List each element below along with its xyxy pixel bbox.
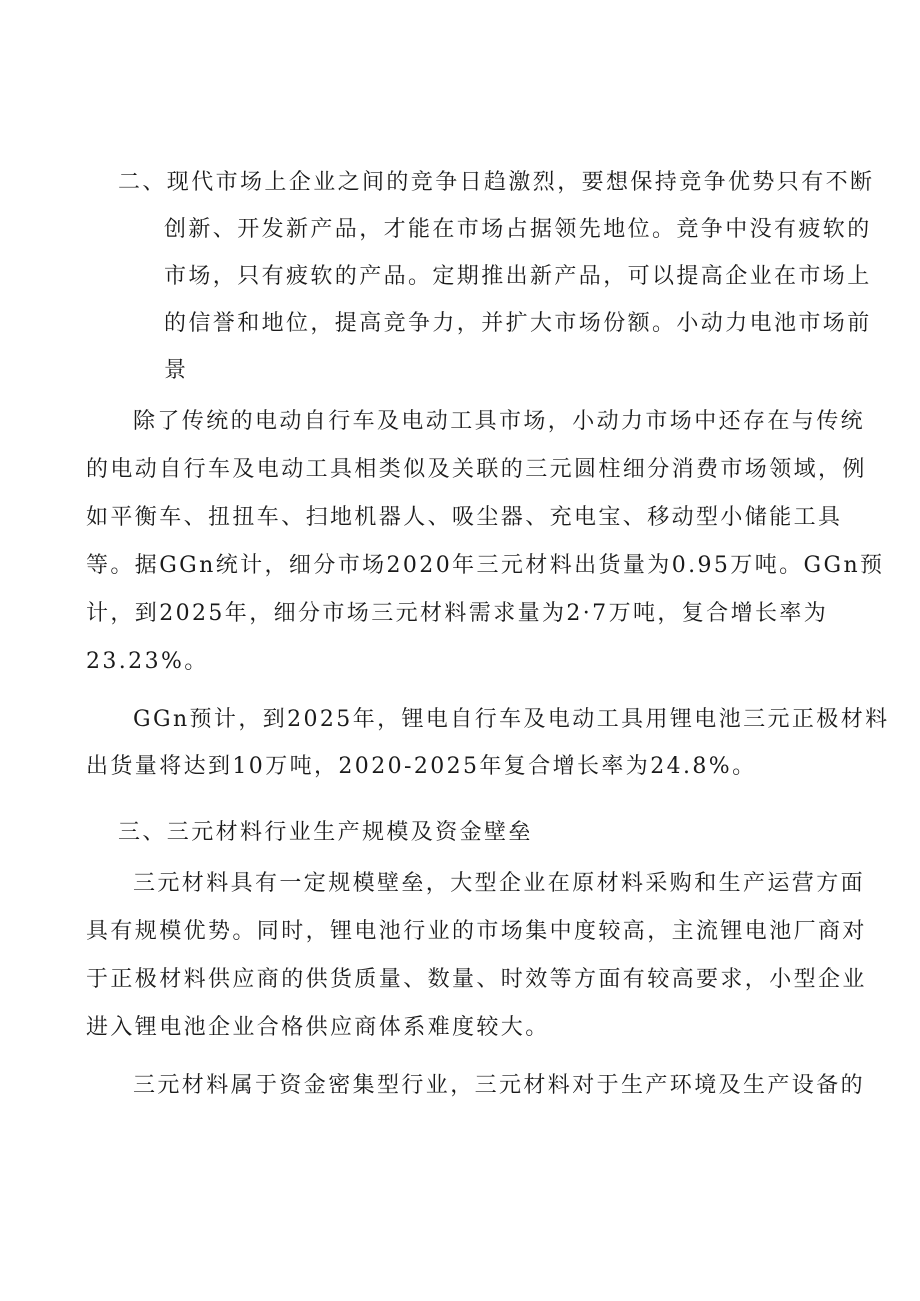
text-line: 具有规模优势。同时，锂电池行业的市场集中度较高，主流锂电池厂商对 — [86, 919, 867, 944]
heading-text: 三、三元材料行业生产规模及资金壁垒 — [118, 820, 533, 845]
text-line: 二、现代市场上企业之间的竞争日趋激烈，要想保持竞争优势只有不断 — [118, 170, 875, 195]
text-line: 创新、开发新产品，才能在市场占据领先地位。竞争中没有疲软的 — [164, 217, 872, 242]
text-line: 除了传统的电动自行车及电动工具市场，小动力市场中还存在与传统 — [133, 409, 866, 434]
text-line: 的信誉和地位，提高竞争力，并扩大市场份额。小动力电池市场前 — [164, 311, 872, 336]
text-line: 于正极材料供应商的供货质量、数量、时效等方面有较高要求，小型企业 — [86, 967, 867, 992]
text-line: 进入锂电池企业合格供应商体系难度较大。 — [86, 1015, 550, 1040]
text-line: 等。据GGn统计，细分市场2020年三元材料出货量为0.95万吨。GGn预 — [86, 553, 885, 578]
text-line: 三元材料属于资金密集型行业，三元材料对于生产环境及生产设备的 — [133, 1073, 866, 1098]
text-line: 计，到2025年，细分市场三元材料需求量为2·7万吨，复合增长率为 — [86, 601, 829, 626]
text-line: 如平衡车、扭扭车、扫地机器人、吸尘器、充电宝、移动型小储能工具 — [86, 505, 843, 530]
text-line: GGn预计，到2025年，锂电自行车及电动工具用锂电池三元正极材料 — [133, 707, 890, 732]
text-line: 的电动自行车及电动工具相类似及关联的三元圆柱细分消费市场领域，例 — [86, 457, 867, 482]
text-line: 三元材料具有一定规模壁垒，大型企业在原材料采购和生产运营方面 — [133, 871, 866, 896]
text-line: 景 — [164, 358, 189, 383]
text-line: 出货量将达到10万吨，2020-2025年复合增长率为24.8%。 — [86, 754, 757, 779]
text-line: 23.23%。 — [86, 649, 209, 674]
text-line: 市场，只有疲软的产品。定期推出新产品，可以提高企业在市场上 — [164, 264, 872, 289]
